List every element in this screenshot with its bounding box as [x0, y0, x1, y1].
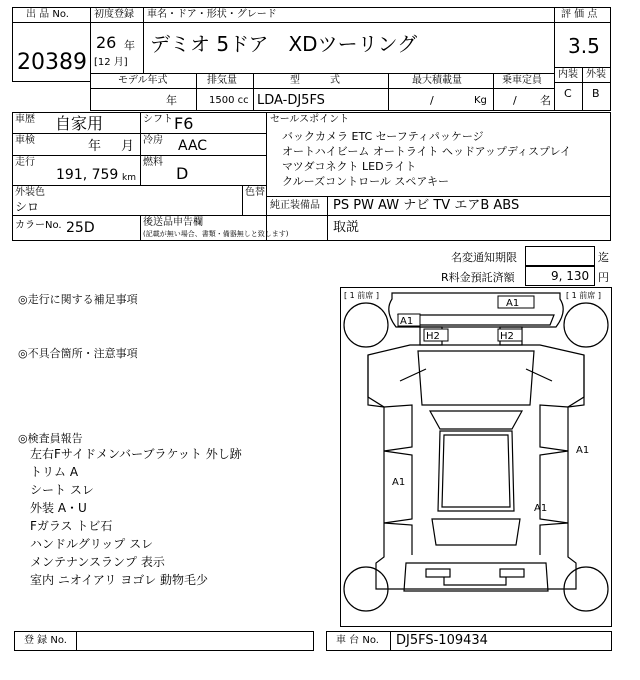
inspector-report-item: シート スレ — [30, 483, 94, 497]
exterior-color-label: 外装色 — [15, 187, 45, 198]
driving-notes-heading: ◎走行に関する補足事項 — [18, 293, 138, 306]
damage-mark: H2 — [426, 331, 440, 342]
first-registration-year: 26 — [96, 33, 117, 52]
inspector-report-item: 外装 A・U — [30, 501, 87, 515]
damage-mark: A1 — [534, 503, 548, 514]
registration-number-label: 登 録 No. — [24, 635, 67, 646]
postal-items-value: 取説 — [333, 220, 360, 235]
type-label: 型 式 — [290, 75, 340, 86]
damage-mark: A1 — [400, 316, 414, 327]
displacement-value: 1500 cc — [209, 95, 249, 106]
equipment-label: 純正装備品 — [270, 200, 320, 211]
exterior-grade: B — [592, 87, 600, 100]
interior-grade-label: 内装 — [558, 69, 578, 80]
shift-value: F6 — [174, 114, 194, 133]
name-change-deadline-unit: 迄 — [598, 251, 609, 264]
type-value: LDA-DJ5FS — [257, 93, 325, 108]
sales-points-label: セールスポイント — [270, 114, 350, 125]
interior-grade: C — [564, 87, 572, 100]
capacity-value: / — [513, 94, 517, 107]
recycle-fee-unit: 円 — [598, 271, 609, 284]
color-postal-box — [12, 215, 611, 241]
sales-point-item: クルーズコントロール スペアキー — [282, 175, 449, 188]
car-name: デミオ 5ドア XDツーリング — [150, 32, 418, 56]
mileage-unit: km — [122, 173, 136, 183]
score-value: 3.5 — [568, 34, 600, 58]
exterior-grade-label: 外装 — [586, 69, 606, 80]
ac-label: 冷房 — [143, 135, 163, 146]
postal-items-note: (記載が無い場合、書類・備器無しと致します) — [143, 230, 289, 238]
inspector-report-item: Fガラス トビ石 — [30, 519, 113, 533]
shift-label: シフト — [143, 114, 173, 125]
car-info-label: 車名・ドア・形状・グレード — [147, 9, 277, 20]
chassis-number-label: 車 台 No. — [336, 635, 379, 646]
lot-number: 20389 — [17, 50, 87, 75]
mileage-value: 191, 759 — [56, 167, 119, 183]
chassis-number-value: DJ5FS-109434 — [396, 633, 488, 648]
damage-diagram — [340, 287, 612, 627]
postal-items-label: 後送品申告欄 — [143, 217, 203, 228]
equipment-value: PS PW AW ナビ TV エアB ABS — [333, 198, 520, 213]
defect-notes-heading: ◎不具合箇所・注意事項 — [18, 347, 138, 360]
capacity-unit: 名 — [540, 94, 551, 107]
inspector-report-item: 左右Fサイドメンバーブラケット 外し跡 — [30, 447, 242, 461]
first-registration-month: [12 月] — [94, 57, 128, 68]
recycle-fee-value: 9, 130 — [551, 269, 590, 283]
name-change-deadline-value — [525, 246, 595, 266]
inspector-report-heading: ◎検査員報告 — [18, 432, 83, 445]
inspector-report-item: メンテナンスランプ 表示 — [30, 555, 165, 569]
history-label: 車歴 — [15, 114, 35, 125]
mileage-label: 走行 — [15, 157, 35, 168]
displacement-label: 排気量 — [207, 75, 237, 86]
inspection-year-unit: 年 — [88, 139, 102, 154]
max-load-unit: Kg — [474, 95, 487, 106]
model-year-label: モデル年式 — [118, 75, 168, 86]
sales-point-item: バックカメラ ETC セーフティパッケージ — [282, 130, 484, 143]
model-year-unit: 年 — [166, 94, 177, 107]
first-registration-label: 初度登録 — [94, 9, 134, 20]
sales-point-item: オートハイビーム オートライト ヘッドアップディスプレイ — [282, 145, 572, 158]
history-value: 自家用 — [55, 114, 104, 133]
color-number-value: 25D — [66, 220, 95, 236]
ac-value: AAC — [178, 138, 208, 154]
year-unit: 年 — [124, 39, 135, 52]
inspector-report-item: 室内 ニオイアリ ヨゴレ 動物毛少 — [30, 573, 209, 587]
fuel-label: 燃料 — [143, 157, 163, 168]
max-load-value: / — [430, 94, 434, 107]
damage-mark: A1 — [392, 477, 406, 488]
exterior-color-value: シロ — [15, 200, 40, 214]
damage-mark: A1 — [576, 445, 590, 456]
corner-label-front-left: [ 1 前席 ] — [344, 291, 379, 300]
recolor-label: 色替 — [245, 187, 265, 198]
recycle-fee-label: R料金預託済額 — [441, 271, 515, 284]
capacity-label: 乗車定員 — [502, 75, 542, 86]
score-label: 評 価 点 — [561, 9, 598, 20]
sales-point-item: マツダコネクト LEDライト — [282, 160, 417, 173]
inspection-label: 車検 — [15, 135, 35, 146]
max-load-label: 最大積載量 — [412, 75, 462, 86]
inspector-report-item: ハンドルグリップ スレ — [30, 537, 154, 551]
damage-mark: A1 — [506, 298, 520, 309]
lot-number-label: 出 品 No. — [26, 9, 69, 20]
inspector-report-item: トリム A — [30, 465, 79, 479]
inspection-month-unit: 月 — [121, 139, 135, 154]
damage-mark: H2 — [500, 331, 514, 342]
color-number-label: カラーNo. — [15, 220, 62, 231]
corner-label-front-right: [ 1 前席 ] — [566, 291, 601, 300]
name-change-deadline-label: 名変通知期限 — [451, 251, 517, 264]
fuel-value: D — [176, 164, 189, 183]
